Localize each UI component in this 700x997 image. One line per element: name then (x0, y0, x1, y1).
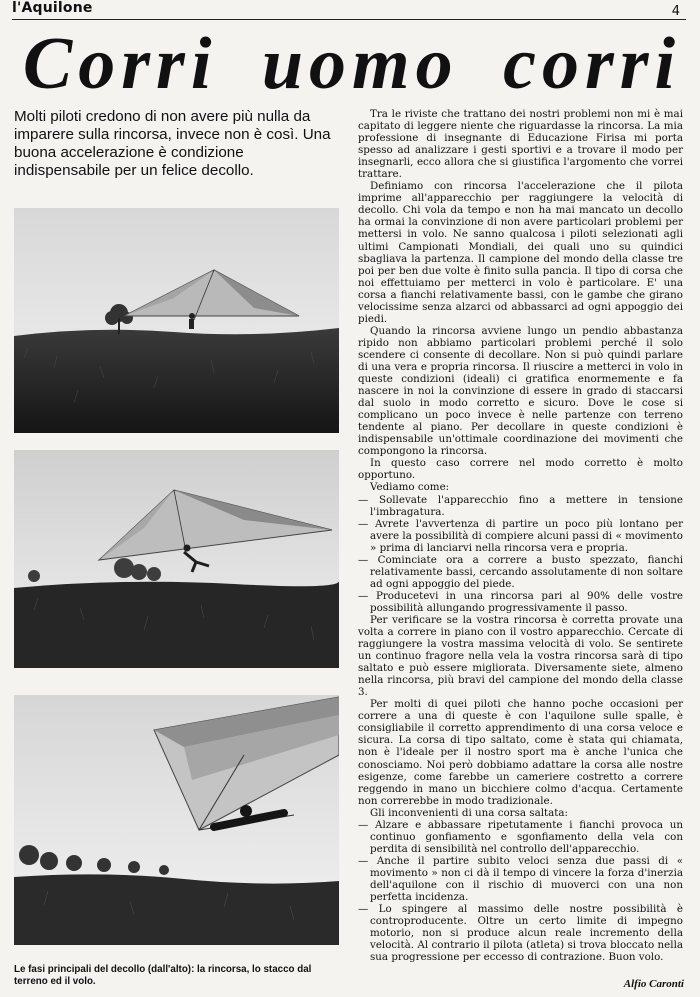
body-paragraph: Quando la rincorsa avviene lungo un pendio abbastanza ripido non abbiamo particolari problemi perché il solo scendere ci consente di decollare. Non si può quindi parlare di una vera e propria rincorsa. Il riuscire a metterci in volo in queste condizioni (ideali) ci gratifica enormemente e fa nascere in noi la convinzione di essere in grado di staccarsi dal suolo in modo corretto e sicuro. Dove le cose si complicano un poco invece è nelle partenze con terreno tendente al piano. Per decollare in queste condizioni è indispensabile un'ottimale coordinazione dei movimenti che compongono la rincorsa. (358, 324, 683, 458)
photo-running-start (14, 208, 339, 433)
photo-take-off (14, 450, 339, 668)
steps-list (358, 494, 683, 614)
list-item: — Avrete l'avvertenza di partire un poco più lontano per avere la possibilità di compiere alcuni passi di « movimento » prima di lanciarvi nella rincorsa vera e propria. (358, 518, 683, 554)
article-intro: Molti piloti credono di non avere più nulla da imparere sulla rincorsa, invece non è così. Una buona accelerazione è condizione indispensabile per un felice decollo. (14, 108, 331, 179)
list-item: — Producetevi in una rincorsa pari al 90% delle vostre possibilità allungando progressivamente il passo. (358, 590, 683, 614)
list-item: — Anche il partire subito veloci senza due passi di « movimento » non ci dà il tempo di vincere la forza d'inerzia dell'aquilone con il rischio di muoverci con una non perfetta incidenza. (358, 855, 683, 903)
photo-caption: Le fasi principali del decollo (dall'alto): la rincorsa, lo stacco dal terreno ed il volo. (14, 964, 312, 987)
author-signature: Alfio Caronti (623, 978, 684, 990)
body-paragraph: Per verificare se la vostra rincorsa è corretta provate una volta a correre in piano con il vostro apparecchio. Cercate di raggiungere la vostra massima velocità di volo. Se sentirete un continuo fragore nella vela la vostra rincorsa sarà di tipo saltato e può essere migliorata. Diversamente siete, almeno nella rincorsa, più bravi del campione del mondo della classe 3. (358, 613, 683, 699)
body-paragraph: In questo caso correre nel modo corretto è molto opportuno. (358, 457, 683, 482)
header-rule (12, 19, 686, 20)
photo-flight (14, 695, 339, 945)
list-item: — Lo spingere al massimo delle nostre possibilità è controproducente. Oltre un certo limite di impegno motorio, non si produce alcun reale incremento della velocità. Al contrario il pilota (atleta) si trova bloccato nella sua progressione per eccesso di contrazione. Buon volo. (358, 903, 683, 963)
body-paragraph: Tra le riviste che trattano dei nostri problemi non mi è mai capitato di leggere niente che riguardasse la rincorsa. La mia professione di insegnante di Educazione Firisa mi porta spesso ad analizzare i gesti sportivi e a trovare il modo per insegnarli, ecco allora che si giustifica l'argomento che vorrei trattare. (358, 108, 683, 181)
article-title: Corri uomo corri (22, 23, 682, 105)
list-item: — Alzare e abbassare ripetutamente i fianchi provoca un continuo gonfiamento e sgonfiamento della vela con perdita di sensibilità nel controllo dell'apparecchio. (358, 819, 683, 855)
body-paragraph: Gli inconvenienti di una corsa saltata: (370, 806, 569, 819)
magazine-masthead: l'Aquilone (12, 0, 93, 16)
body-paragraph: Per molti di quei piloti che hanno poche occasioni per correre a una di queste è con l'aquilone sulle spalle, è consigliabile il corretto apprendimento di una corsa veloce e sicura. La corsa di tipo saltato, come è stata qui chiamata, non è l'ideale per il nostro sport ma è anche l'unica che conosciamo. Noi però dobbiamo adattare la corsa alle nostre esigenze, come farebbe un cameriere costretto a correre reggendo in mano un bicchiere colmo d'acqua. Certamente non correrebbe in modo tradizionale. (358, 698, 683, 807)
list-item: — Sollevate l'apparecchio fino a mettere in tensione l'imbragatura. (358, 494, 683, 518)
page-number: 4 (671, 4, 680, 19)
list-item: — Cominciate ora a correre a busto spezzato, fianchi relativamente bassi, cercando assolutamente di non soltare ad ogni appoggio del piede. (358, 554, 683, 590)
body-paragraph: Definiamo con rincorsa l'accelerazione che il pilota imprime all'apparecchio per raggiungere la velocità di decollo. Chi vola da tempo e non ha mai mancato un decollo ha ormai la convinzione di non avere particolari problemi per mettersi in volo. Ne sanno qualcosa i piloti selezionati agli ultimi Campionati Mondiali, dei quali uno su quindici sbagliava la partenza. Il campione del mondo della classe tre poi per ben due volte è finito sulla pancia. Il tipo di corsa che noi effettuiamo per metterci in volo è particolare. E' una corsa a fianchi relativamente bassi, con le gambe che girano velocissime senza alzarci od abbassarci ad ogni appoggio dei piedi. (358, 180, 683, 325)
article-body (358, 108, 683, 963)
drawbacks-list (358, 819, 683, 964)
body-paragraph: Vediamo come: (370, 481, 450, 494)
